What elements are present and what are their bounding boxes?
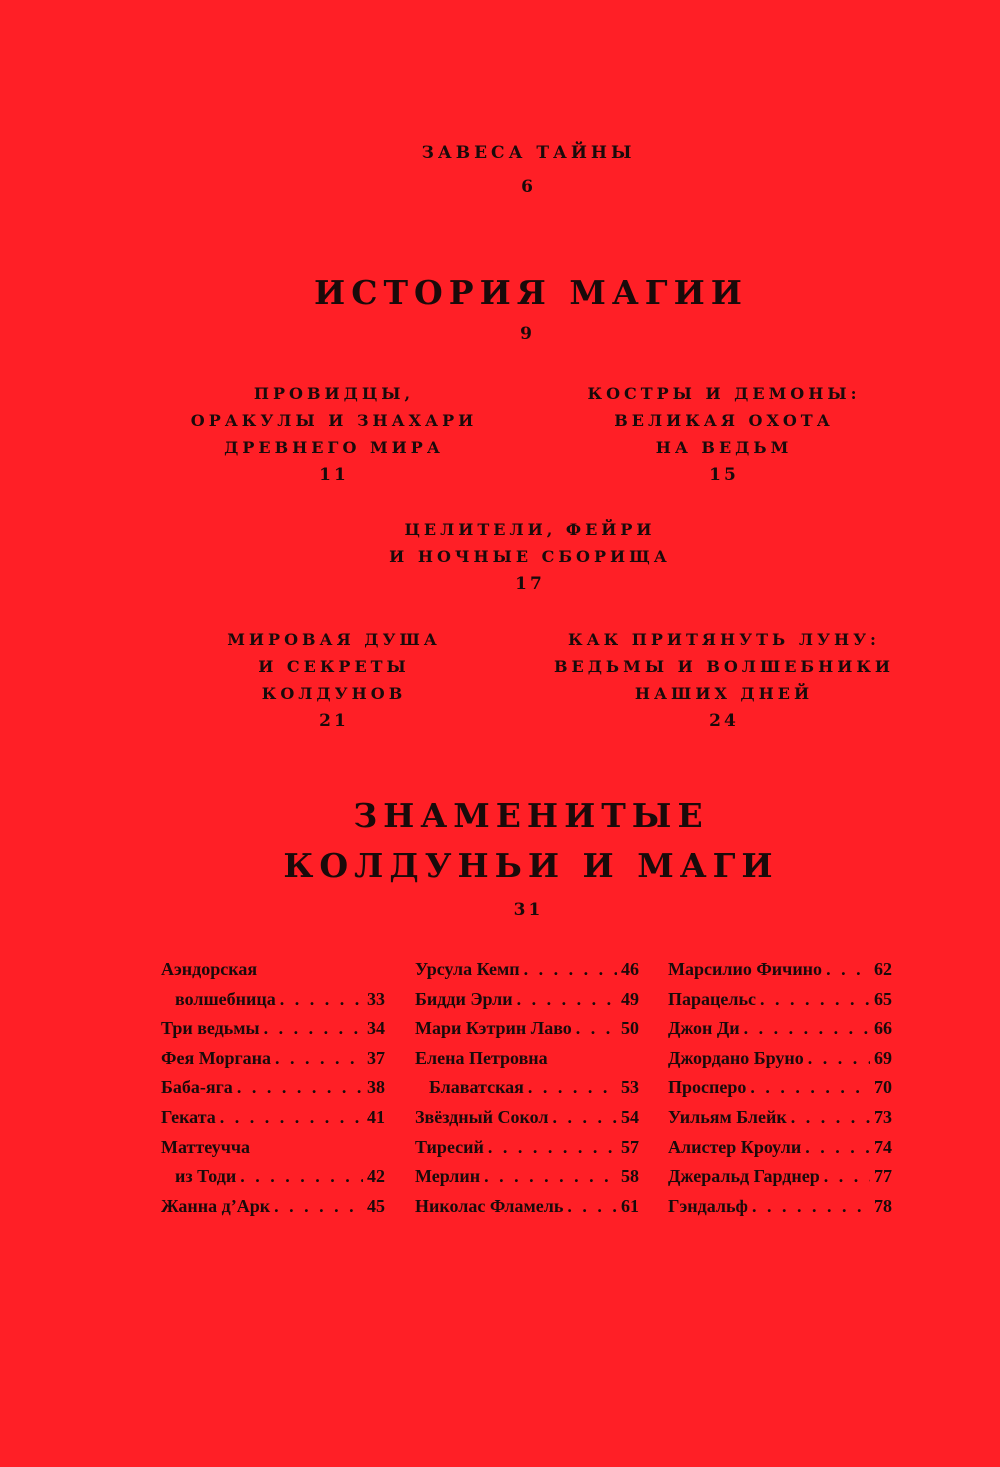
toc-entry-page: 54: [621, 1106, 639, 1127]
toc-leader-dots: [576, 1014, 617, 1044]
section-line: И НОЧНЫЕ СБОРИЩА: [389, 547, 671, 566]
toc-entry[interactable]: [415, 1014, 639, 1044]
toc-leader-dots: [752, 1192, 870, 1222]
section-page: 17: [515, 574, 545, 594]
toc-entry[interactable]: [415, 1044, 639, 1074]
section-line: ВЕЛИКАЯ ОХОТА: [614, 411, 834, 430]
toc-entry-page: 77: [874, 1166, 892, 1187]
toc-leader-dots: [760, 985, 870, 1015]
section-line: КАК ПРИТЯНУТЬ ЛУНУ:: [568, 630, 880, 649]
toc-entry-name: Баба-яга: [161, 1077, 233, 1098]
entries-col-3: [668, 955, 892, 1221]
toc-entry-name: Геката: [161, 1106, 216, 1127]
toc-leader-dots: [791, 1103, 870, 1133]
toc-entry-name: Фея Моргана: [161, 1047, 271, 1068]
toc-entry[interactable]: [161, 1044, 385, 1074]
toc-entry[interactable]: [668, 1192, 892, 1222]
toc-entry-page: 37: [367, 1047, 385, 1068]
toc-entry-page: 46: [621, 959, 639, 979]
toc-entry-page: 53: [621, 1077, 639, 1098]
intro-page: 6: [521, 177, 536, 197]
toc-entry-name: Уильям Блейк: [668, 1106, 787, 1127]
section-seers: [170, 380, 498, 490]
toc-entry[interactable]: [161, 1014, 385, 1044]
entries-col-1: [161, 955, 385, 1221]
toc-leader-dots: [274, 1192, 363, 1222]
part1-page: 9: [520, 324, 535, 344]
toc-entry-page: 66: [874, 1018, 892, 1039]
toc-entry-page: 58: [621, 1166, 639, 1187]
toc-entry-name: Маттеучча: [161, 1136, 251, 1157]
toc-entry[interactable]: [161, 1133, 385, 1163]
toc-entry-name: Три ведьмы: [161, 1018, 260, 1039]
toc-leader-dots: [264, 1014, 363, 1044]
toc-leader-dots: [275, 1044, 363, 1074]
toc-entry-name: Джеральд Гарднер: [668, 1166, 820, 1187]
toc-entry-name: Бидди Эрли: [415, 988, 513, 1009]
toc-entry[interactable]: [668, 1162, 892, 1192]
toc-entry-name: Звёздный Сокол: [415, 1106, 549, 1127]
toc-entry[interactable]: [161, 955, 385, 985]
section-line: ВЕДЬМЫ И ВОЛШЕБНИКИ: [553, 657, 894, 676]
toc-leader-dots: [750, 1073, 870, 1103]
toc-entry-page: 57: [621, 1136, 639, 1157]
intro-title: ЗАВЕСА ТАЙНЫ: [421, 143, 636, 163]
toc-entry[interactable]: [161, 1192, 385, 1222]
toc-entry-page: 42: [367, 1166, 385, 1187]
toc-leader-dots: [524, 955, 617, 985]
toc-entry[interactable]: [415, 1103, 639, 1133]
section-page: 15: [709, 465, 739, 485]
toc-entry-page: 65: [874, 988, 892, 1009]
toc-entry[interactable]: [668, 1133, 892, 1163]
section-line: ДРЕВНЕГО МИРА: [224, 438, 444, 457]
section-line: КОЛДУНОВ: [261, 684, 407, 703]
toc-entry-name: Тиресий: [415, 1136, 484, 1157]
section-line: НА ВЕДЬМ: [655, 438, 793, 457]
toc-entry-page: 38: [367, 1077, 385, 1098]
toc-entry-name: Просперо: [668, 1077, 747, 1098]
section-moon: [548, 626, 900, 736]
toc-entry[interactable]: [668, 1103, 892, 1133]
part2-title-line1: ЗНАМЕНИТЫЕ: [353, 796, 709, 835]
toc-entry-name: волшебница: [175, 988, 276, 1009]
section-line: НАШИХ ДНЕЙ: [634, 684, 814, 703]
part1-title: ИСТОРИЯ МАГИИ: [314, 273, 748, 312]
section-line: ПРОВИДЦЫ,: [253, 384, 415, 403]
toc-entry[interactable]: [415, 1073, 639, 1103]
toc-entry[interactable]: [161, 985, 385, 1015]
section-page: 24: [709, 711, 739, 731]
toc-entry[interactable]: [668, 1073, 892, 1103]
toc-entry[interactable]: [668, 955, 892, 985]
toc-entry[interactable]: [415, 985, 639, 1015]
toc-leader-dots: [484, 1162, 617, 1192]
toc-entry-page: 34: [367, 1018, 385, 1039]
section-witch-hunt: [560, 380, 888, 490]
toc-entry-name: Урсула Кемп: [415, 959, 520, 979]
toc-entry-page: 49: [621, 988, 639, 1009]
toc-entry-page: 69: [874, 1047, 892, 1068]
toc-leader-dots: [553, 1103, 617, 1133]
toc-entry-page: 74: [874, 1136, 892, 1157]
section-line: ЦЕЛИТЕЛИ, ФЕЙРИ: [404, 520, 656, 539]
toc-leader-dots: [744, 1014, 870, 1044]
toc-entry[interactable]: [161, 1162, 385, 1192]
toc-entry-page: 41: [367, 1106, 385, 1127]
section-line: МИРОВАЯ ДУША: [227, 630, 441, 649]
toc-leader-dots: [826, 955, 870, 985]
toc-entry-name: Гэндальф: [668, 1195, 748, 1216]
toc-entry-name: Елена Петровна: [415, 1047, 548, 1068]
toc-entry-name: Жанна д’Арк: [161, 1195, 271, 1216]
toc-entry-name: Парацельс: [668, 988, 756, 1009]
toc-entry[interactable]: [415, 955, 639, 985]
toc-entry-page: 45: [367, 1195, 385, 1216]
toc-entry-page: 33: [367, 988, 385, 1009]
toc-entry-name: Мерлин: [415, 1166, 481, 1187]
toc-leader-dots: [237, 1073, 363, 1103]
part2-page: 31: [513, 900, 544, 920]
toc-entry-page: 73: [874, 1106, 892, 1127]
toc-leader-dots: [240, 1162, 363, 1192]
toc-entry-name: Николас Фламель: [415, 1195, 564, 1216]
toc-leader-dots: [808, 1044, 870, 1074]
toc-leader-dots: [517, 985, 617, 1015]
toc-entry-name: Аэндорская: [161, 959, 258, 979]
toc-leader-dots: [805, 1133, 870, 1163]
toc-entry-page: 61: [621, 1195, 639, 1216]
toc-entry[interactable]: [415, 1133, 639, 1163]
toc-entry-name: Марсилио Фичино: [668, 959, 823, 979]
toc-leader-dots: [824, 1162, 870, 1192]
toc-entry-name: Джон Ди: [668, 1018, 740, 1039]
toc-entry[interactable]: [668, 1014, 892, 1044]
toc-entry-page: 50: [621, 1018, 639, 1039]
section-healers: [330, 516, 730, 599]
toc-leader-dots: [488, 1133, 617, 1163]
toc-entry-name: Джордано Бруно: [668, 1047, 804, 1068]
toc-entry[interactable]: [415, 1162, 639, 1192]
toc-entry-name: Мари Кэтрин Лаво: [415, 1018, 572, 1039]
section-line: И СЕКРЕТЫ: [258, 657, 410, 676]
part2-title-line2: КОЛДУНЬИ И МАГИ: [283, 846, 779, 885]
section-page: 11: [319, 465, 349, 485]
toc-entry-page: 70: [874, 1077, 892, 1098]
toc-entry-name: из Тоди: [175, 1166, 237, 1187]
entries-col-2: [415, 955, 639, 1221]
section-line: КОСТРЫ И ДЕМОНЫ:: [587, 384, 861, 403]
toc-entry[interactable]: [415, 1192, 639, 1222]
toc-leader-dots: [280, 985, 363, 1015]
toc-entry-name: Блаватская: [429, 1077, 524, 1098]
toc-entry-page: 62: [874, 959, 892, 979]
toc-entry[interactable]: [668, 985, 892, 1015]
section-line: ОРАКУЛЫ И ЗНАХАРИ: [190, 411, 478, 430]
toc-leader-dots: [567, 1192, 617, 1222]
toc-entry[interactable]: [161, 1073, 385, 1103]
toc-entry-name: Алистер Кроули: [668, 1136, 802, 1157]
section-page: 21: [319, 711, 349, 731]
toc-entry[interactable]: [161, 1103, 385, 1133]
section-world-soul: [170, 626, 498, 736]
toc-leader-dots: [528, 1073, 617, 1103]
toc-leader-dots: [220, 1103, 363, 1133]
toc-entry-page: 78: [874, 1195, 892, 1216]
toc-entry[interactable]: [668, 1044, 892, 1074]
